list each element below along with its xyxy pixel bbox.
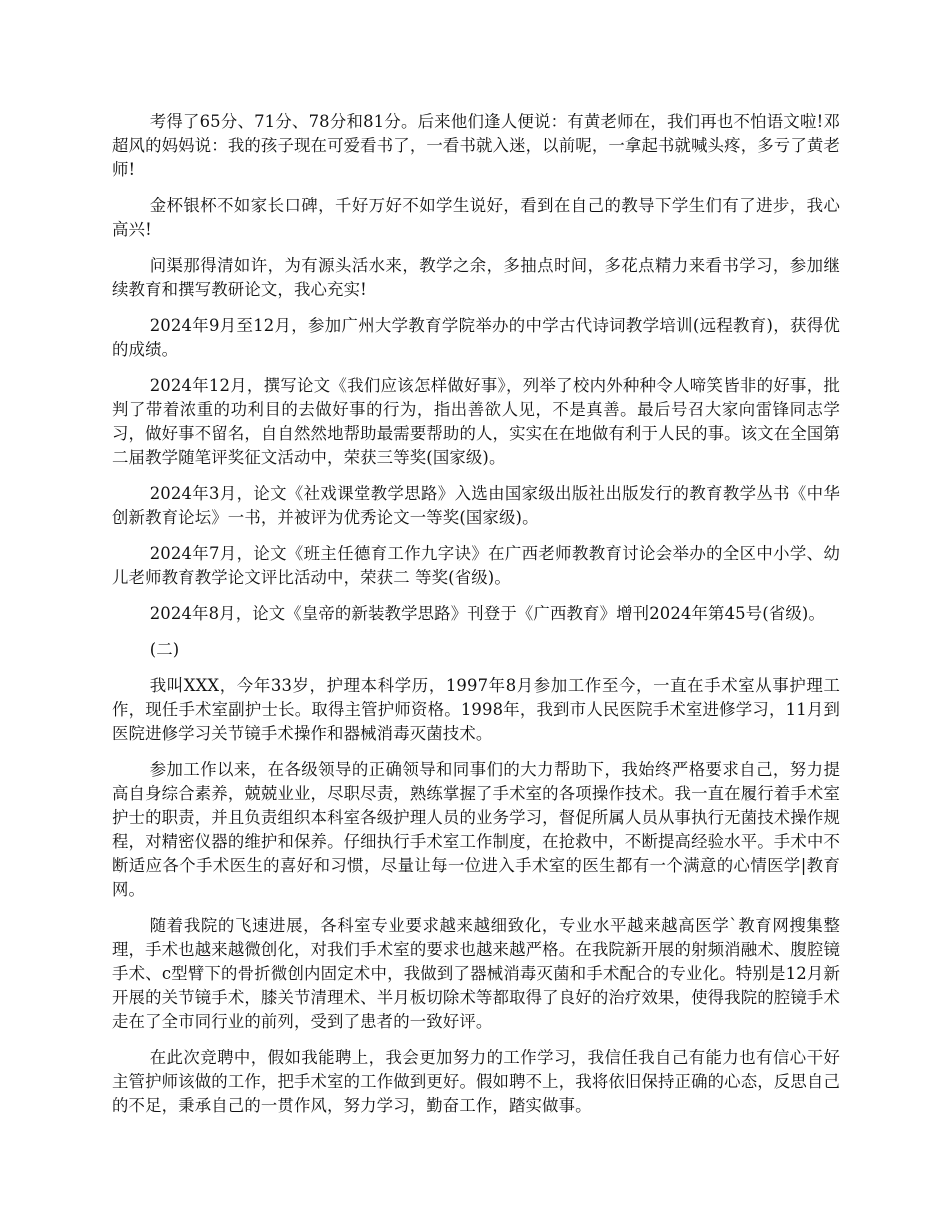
paragraph-7: 2024年7月，论文《班主任德育工作九字诀》在广西老师教教育讨论会举办的全区中小学、幼儿老师教育教学论文评比活动中，荣获二 等奖(省级)。 xyxy=(112,544,840,587)
paragraph-3: 问渠那得清如许，为有源头活水来，教学之余，多抽点时间，多花点精力来看书学习，参加继续教育和撰写教研论文，我心充实! xyxy=(112,256,840,299)
paragraph-1: 考得了65分、71分、78分和81分。后来他们逢人便说：有黄老师在，我们再也不怕语文啦!邓超风的妈妈说：我的孩子现在可爱看书了，一看书就入迷，以前呢，一拿起书就喊头疼，多亏了黄老师! xyxy=(112,112,840,179)
section-heading: (二) xyxy=(149,640,180,659)
paragraph-9: 我叫XXX，今年33岁，护理本科学历，1997年8月参加工作至今，一直在手术室从事护理工作，现任手术室副护士长。取得主管护师资格。1998年，我到市人民医院手术室进修学习，11月到医院进修学习关节镜手术操作和器械消毒灭菌技术。 xyxy=(112,676,840,743)
document-body xyxy=(112,110,840,1130)
paragraph-11: 随着我院的飞速进展，各科室专业要求越来越细致化，专业水平越来越高医学`教育网搜集整理，手术也越来越微创化，对我们手术室的要求也越来越严格。在我院新开展的射频消融术、腹腔镜手术、c型臂下的骨折微创内固定术中，我做到了器械消毒灭菌和手术配合的专业化。特别是12月新开展的关节镜手术，膝关节清理术、半月板切除术等都取得了良好的治疗效果，使得我院的腔镜手术走在了全市同行业的前列，受到了患者的一致好评。 xyxy=(112,916,840,1031)
paragraph-12: 在此次竞聘中，假如我能聘上，我会更加努力的工作学习，我信任我自己有能力也有信心干好主管护师该做的工作，把手术室的工作做到更好。假如聘不上，我将依旧保持正确的心态，反思自己的不足，秉承自己的一贯作风，努力学习，勤奋工作，踏实做事。 xyxy=(112,1048,840,1115)
paragraph-2: 金杯银杯不如家长口碑，千好万好不如学生说好，看到在自己的教导下学生们有了进步，我心高兴! xyxy=(112,196,840,239)
paragraph-5: 2024年12月，撰写论文《我们应该怎样做好事》，列举了校内外种种令人啼笑皆非的好事，批判了带着浓重的功利目的去做好事的行为，指出善欲人见，不是真善。最后号召大家向雷锋同志学习，做好事不留名，自自然然地帮助最需要帮助的人，实实在在地做有利于人民的事。该文在全国第二届教学随笔评奖征文活动中，荣获三等奖(国家级)。 xyxy=(112,376,840,467)
paragraph-8: 2024年8月，论文《皇帝的新装教学思路》刊登于《广西教育》增刊2024年第45号(省级)。 xyxy=(149,604,826,623)
paragraph-10: 参加工作以来，在各级领导的正确领导和同事们的大力帮助下，我始终严格要求自己，努力提高自身综合素养，兢兢业业，尽职尽责，熟练掌握了手术室的各项操作技术。我一直在履行着手术室护士的职责，并且负责组织本科室各级护理人员的业务学习，督促所属人员从事执行无菌技术操作规程，对精密仪器的维护和保养。仔细执行手术室工作制度，在抢救中，不断提高经验水平。手术中不断适应各个手术医生的喜好和习惯，尽量让每一位进入手术室的医生都有一个满意的心情医学|教育网。 xyxy=(112,760,840,899)
paragraph-6: 2024年3月，论文《社戏课堂教学思路》入选由国家级出版社出版发行的教育教学丛书《中华创新教育论坛》一书，并被评为优秀论文一等奖(国家级)。 xyxy=(112,484,840,527)
paragraph-4: 2024年9月至12月，参加广州大学教育学院举办的中学古代诗词教学培训(远程教育)，获得优的成绩。 xyxy=(112,316,840,359)
